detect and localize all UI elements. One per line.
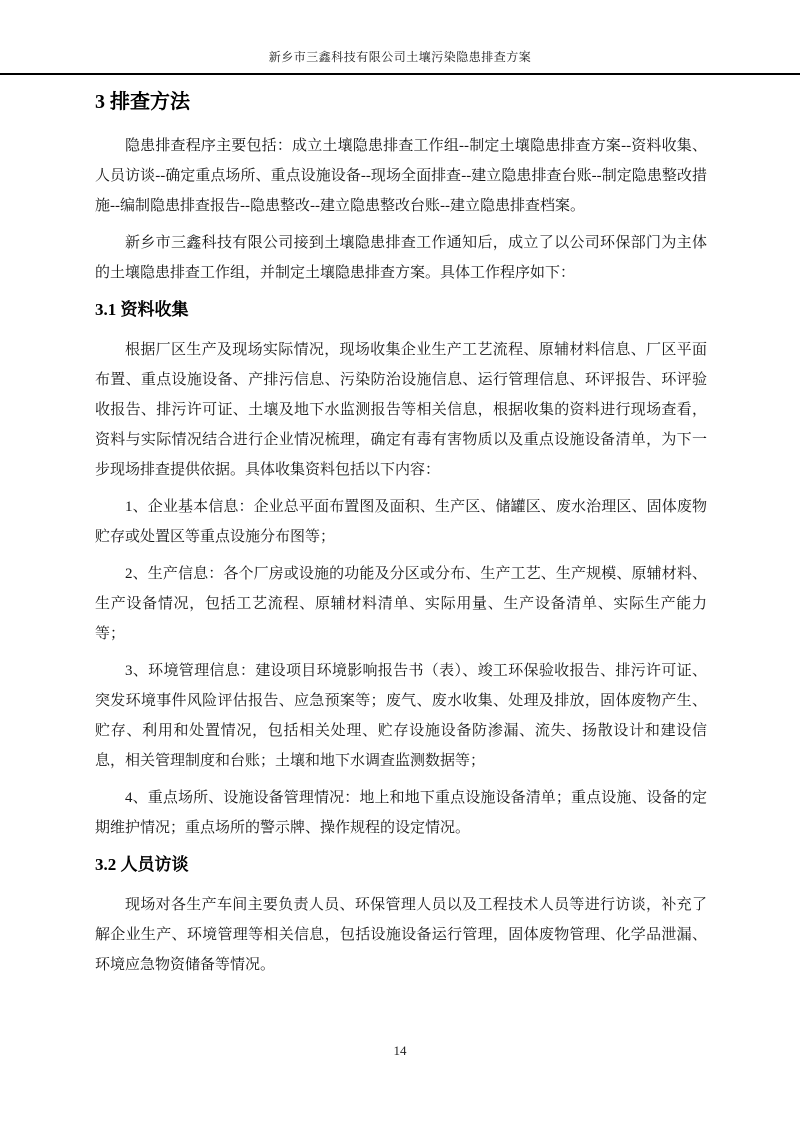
section-3-1-list-item-3: 3、环境管理信息：建设项目环境影响报告书（表）、竣工环保验收报告、排污许可证、突发环境事件风险评估报告、应急预案等；废气、废水收集、处理及排放，固体废物产生、贮存、利用和处置情况，包括相关处理、贮存设施设备防渗漏、流失、扬散设计和建设信息，相关管理制度和台账；土壤和地下水调查监测数据等；	[95, 663, 707, 769]
chapter-heading: 3 排查方法	[95, 91, 190, 113]
section-heading-3-1: 3.1 资料收集	[95, 300, 189, 319]
page-footer	[0, 1042, 800, 1060]
section-3-1-list-item-1: 1、企业基本信息：企业总平面布置图及面积、生产区、储罐区、废水治理区、固体废物贮存或处置区等重点设施分布图等；	[95, 499, 707, 545]
intro-paragraph-1: 隐患排查程序主要包括：成立土壤隐患排查工作组--制定土壤隐患排查方案--资料收集、人员访谈--确定重点场所、重点设施设备--现场全面排查--建立隐患排查台账--制定隐患整改措施--编制隐患排查报告--隐患整改--建立隐患整改台账--建立隐患排查档案。	[95, 138, 707, 214]
intro-paragraph-2: 新乡市三鑫科技有限公司接到土壤隐患排查工作通知后，成立了以公司环保部门为主体的土壤隐患排查工作组，并制定土壤隐患排查方案。具体工作程序如下：	[95, 235, 707, 281]
page-number: 14	[393, 1043, 407, 1058]
section-3-2-paragraph: 现场对各生产车间主要负责人员、环保管理人员以及工程技术人员等进行访谈，补充了解企业生产、环境管理等相关信息，包括设施设备运行管理，固体废物管理、化学品泄漏、环境应急物资储备等情况。	[95, 897, 707, 973]
section-heading-3-2: 3.2 人员访谈	[95, 855, 189, 874]
document-body	[0, 88, 800, 980]
section-3-1-paragraph: 根据厂区生产及现场实际情况，现场收集企业生产工艺流程、原辅材料信息、厂区平面布置、重点设施设备、产排污信息、污染防治设施信息、运行管理信息、环评报告、环评验收报告、排污许可证、土壤及地下水监测报告等相关信息，根据收集的资料进行现场查看，资料与实际情况结合进行企业情况梳理，确定有毒有害物质以及重点设施设备清单，为下一步现场排查提供依据。具体收集资料包括以下内容：	[95, 342, 707, 478]
section-3-1-list-item-2: 2、生产信息：各个厂房或设施的功能及分区或分布、生产工艺、生产规模、原辅材料、生产设备情况，包括工艺流程、原辅材料清单、实际用量、生产设备清单、实际生产能力等；	[95, 566, 707, 642]
header-title: 新乡市三鑫科技有限公司土壤污染隐患排查方案	[268, 50, 532, 64]
section-3-1-list-item-4: 4、重点场所、设施设备管理情况：地上和地下重点设施设备清单；重点设施、设备的定期维护情况；重点场所的警示牌、操作规程的设定情况。	[95, 790, 707, 836]
page-header	[0, 0, 800, 75]
